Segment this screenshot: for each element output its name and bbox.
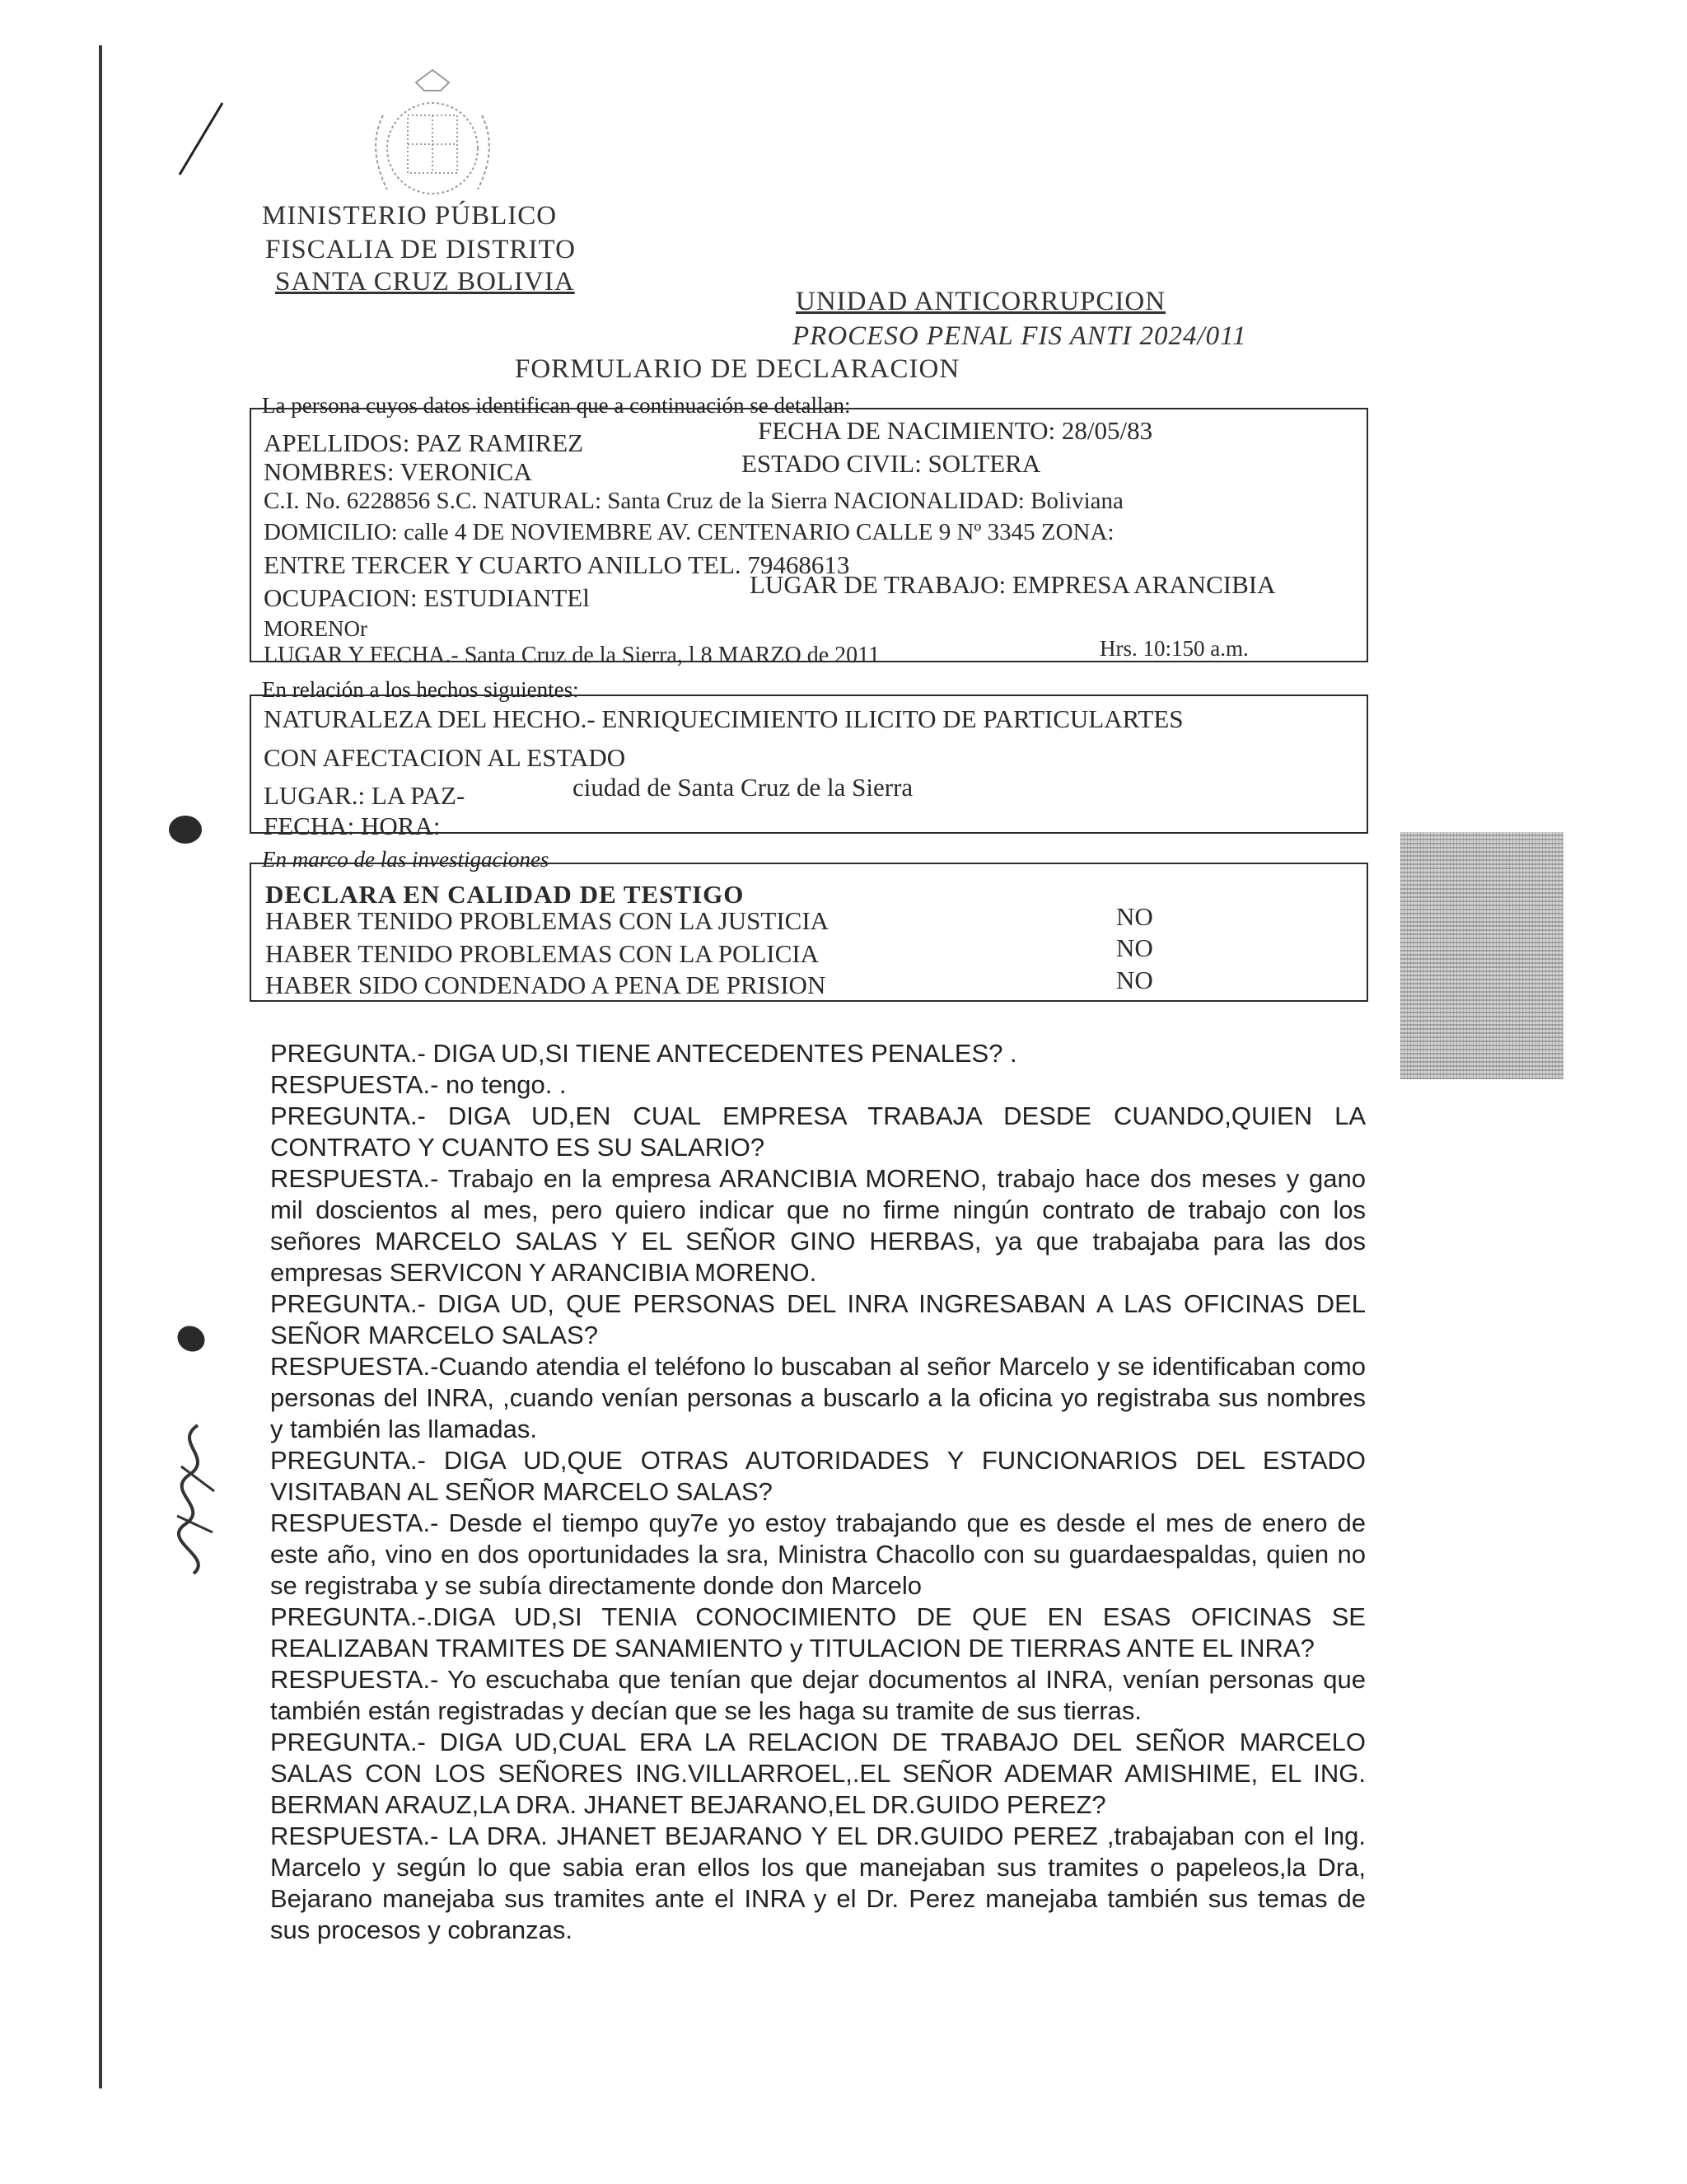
question-6: PREGUNTA.- DIGA UD,CUAL ERA LA RELACION DE TRABAJO DEL SEÑOR MARCELO SALAS CON LOS SEÑORES ING.VILLARROEL,.EL SEÑOR ADEMAR AMISHIME, EL ING. BERMAN ARAUZ,LA DRA. JHANET BEJARANO,EL DR.GUIDO PEREZ? (270, 1728, 1366, 1819)
process-number: PROCESO PENAL FIS ANTI 2024/011 (792, 321, 1247, 351)
police-problems-label: HABER TENIDO PROBLEMAS CON LA POLICIA (265, 939, 819, 968)
question-4: PREGUNTA.- DIGA UD,QUE OTRAS AUTORIDADES Y FUNCIONARIOS DEL ESTADO VISITABAN AL SEÑOR MARCELO SALAS? (270, 1446, 1366, 1506)
address-field: DOMICILIO: calle 4 DE NOVIEMBRE AV. CENTENARIO CALLE 9 Nº 3345 ZONA: (264, 519, 1115, 545)
date-time-field: FECHA: HORA: (264, 811, 441, 840)
unit-title: UNIDAD ANTICORRUPCION (796, 287, 1166, 316)
ink-mark (173, 1321, 209, 1357)
pen-mark (173, 99, 231, 181)
prison-sentence-label: HABER SIDO CONDENADO A PENA DE PRISION (265, 970, 826, 999)
nature-of-fact-line1: NATURALEZA DEL HECHO.- ENRIQUECIMIENTO ILICITO DE PARTICULARTES (264, 704, 1184, 733)
workplace-continued: MORENOr (264, 616, 367, 641)
city-country: SANTA CRUZ BOLIVIA (275, 267, 575, 297)
handwritten-signature (165, 1417, 231, 1582)
district-office: FISCALIA DE DISTRITO (265, 235, 576, 264)
surname-field: APELLIDOS: PAZ RAMIREZ (264, 428, 584, 457)
question-3: PREGUNTA.- DIGA UD, QUE PERSONAS DEL INRA INGRESABAN A LAS OFICINAS DEL SEÑOR MARCELO SALAS? (270, 1289, 1366, 1349)
ministry-name: MINISTERIO PÚBLICO (262, 201, 558, 231)
answer-6: RESPUESTA.- LA DRA. JHANET BEJARANO Y EL DR.GUIDO PEREZ ,trabajaban con el Ing. Marcelo y según lo que sabia eran ellos los que manejaban sus tramites o papeleos,la Dra, Bejarano manejaba sus tramites ante el INRA y el Dr. Perez manejaba también sus temas de sus procesos y cobranzas. (270, 1822, 1366, 1944)
place-value: ciudad de Santa Cruz de la Sierra (572, 773, 914, 802)
form-title: FORMULARIO DE DECLARACION (515, 354, 960, 384)
answer-3: RESPUESTA.-Cuando atendia el teléfono lo buscaban al señor Marcelo y se identificaban como personas del INRA, ,cuando venían personas a buscarlo a la oficina yo registraba sus nombres y también las llamadas. (270, 1352, 1366, 1443)
prison-sentence-value: NO (1116, 966, 1153, 994)
question-5: PREGUNTA.-.DIGA UD,SI TENIA CONOCIMIENTO DE QUE EN ESAS OFICINAS SE REALIZABAN TRAMITES DE SANAMIENTO y TITULACION DE TIERRAS ANTE EL INRA? (270, 1602, 1366, 1663)
coat-of-arms-emblem (350, 66, 515, 206)
scan-edge-line (99, 45, 102, 2088)
police-problems-value: NO (1116, 933, 1153, 962)
hole-punch-mark (169, 816, 202, 844)
interview-transcript (270, 1038, 1366, 1946)
civil-status-field: ESTADO CIVIL: SOLTERA (741, 449, 1041, 478)
answer-2: RESPUESTA.- Trabajo en la empresa ARANCIBIA MORENO, trabajo hace dos meses y gano mil doscientos al mes, pero quiero indicar que no firme ningún contrato de trabajo con los señores MARCELO SALAS Y EL SEÑOR GINO HERBAS, ya que trabajaba para las dos empresas SERVICON Y ARANCIBIA MORENO. (270, 1164, 1366, 1287)
question-2: PREGUNTA.- DIGA UD,EN CUAL EMPRESA TRABAJA DESDE CUANDO,QUIEN LA CONTRATO Y CUANTO ES SU SALARIO? (270, 1101, 1366, 1162)
side-stamp-mark (1400, 832, 1563, 1079)
place-date-field: LUGAR Y FECHA.- Santa Cruz de la Sierra, l 8 MARZO de 2011 (264, 643, 881, 668)
nature-of-fact-line2: CON AFECTACION AL ESTADO (264, 743, 626, 772)
place-label: LUGAR.: LA PAZ- (264, 781, 465, 810)
witness-declaration-title: DECLARA EN CALIDAD DE TESTIGO (265, 880, 745, 909)
answer-5: RESPUESTA.- Yo escuchaba que tenían que dejar documentos al INRA, venían personas que también están registradas y decían que se les haga su tramite de sus tierras. (270, 1665, 1366, 1725)
justice-problems-label: HABER TENIDO PROBLEMAS CON LA JUSTICIA (265, 906, 829, 935)
zone-phone-field: ENTRE TERCER Y CUARTO ANILLO TEL. 79468613 (264, 550, 850, 579)
facts-intro: En relación a los hechos siguientes: (262, 677, 579, 702)
question-1: PREGUNTA.- DIGA UD,SI TIENE ANTECEDENTES PENALES? . (270, 1039, 1017, 1068)
investigation-intro: En marco de las investigaciones (262, 847, 549, 872)
names-field: NOMBRES: VERONICA (264, 457, 532, 486)
answer-4: RESPUESTA.- Desde el tiempo quy7e yo estoy trabajando que es desde el mes de enero de este año, vino en dos oportunidades la sra, Ministra Chacollo con su guardaespaldas, quien no se registraba y se subía directamente donde don Marcelo (270, 1508, 1366, 1600)
occupation-field: OCUPACION: ESTUDIANTEl (264, 583, 590, 612)
person-intro: La persona cuyos datos identifican que a continuación se detallan: (262, 393, 851, 418)
birthdate-field: FECHA DE NACIMIENTO: 28/05/83 (758, 416, 1153, 445)
workplace-field: LUGAR DE TRABAJO: EMPRESA ARANCIBIA (750, 570, 1276, 599)
id-nationality-field: C.I. No. 6228856 S.C. NATURAL: Santa Cruz de la Sierra NACIONALIDAD: Boliviana (264, 488, 1124, 514)
justice-problems-value: NO (1116, 902, 1153, 931)
answer-1: RESPUESTA.- no tengo. . (270, 1070, 567, 1099)
time-field: Hrs. 10:150 a.m. (1100, 636, 1249, 661)
